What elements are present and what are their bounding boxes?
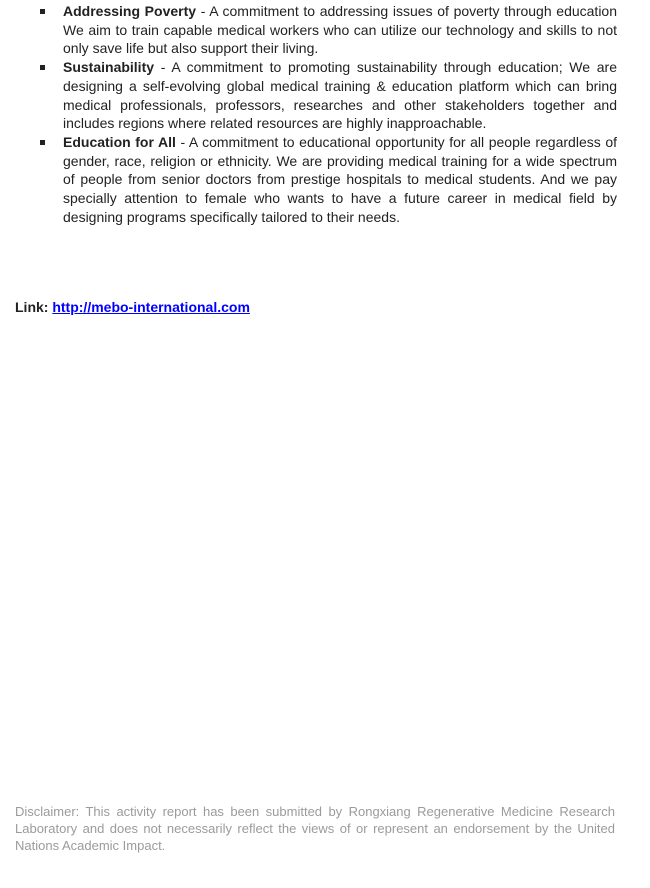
bullet-icon [40, 65, 45, 70]
list-item-addressing-poverty [15, 2, 617, 58]
commitments-list [15, 2, 617, 226]
bullet-icon [40, 140, 45, 145]
bullet-icon [40, 9, 45, 14]
mebo-international-link[interactable]: http://mebo-international.com [52, 299, 250, 315]
list-item-sustainability [15, 58, 617, 133]
item-body: - A commitment to educational opportunity for all people regardless of gender, race, religion or ethnicity. We are providing medical training for a wide spectrum of people from senior doctors from prestige hospitals to medical students. And we pay specially attention to female who wants to have a future career in medical field by designing programs specifically tailored to their needs. [63, 133, 617, 225]
item-title: Sustainability [63, 59, 155, 76]
disclaimer-text: Disclaimer: This activity report has been submitted by Rongxiang Regenerative Medicine Research Laboratory and does not necessarily reflect the views of or represent an endorsement by the United Nations Academic Impact. [15, 804, 615, 853]
link-label: Link: [15, 299, 49, 315]
item-title: Education for All [63, 133, 176, 150]
item-body: - A commitment to promoting sustainability through education; We are designing a self-evolving global medical training & education platform which can bring medical professionals, professors, researches and other stakeholders together and includes regions where related resources are highly inapproachable. [63, 59, 617, 132]
item-body: - A commitment to addressing issues of poverty through education We aim to train capable medical workers who can utilize our technology and skills to not only save life but also support their living. [63, 3, 618, 57]
list-item-education-for-all [15, 133, 617, 227]
link-line [15, 298, 250, 317]
item-title: Addressing Poverty [63, 3, 197, 19]
